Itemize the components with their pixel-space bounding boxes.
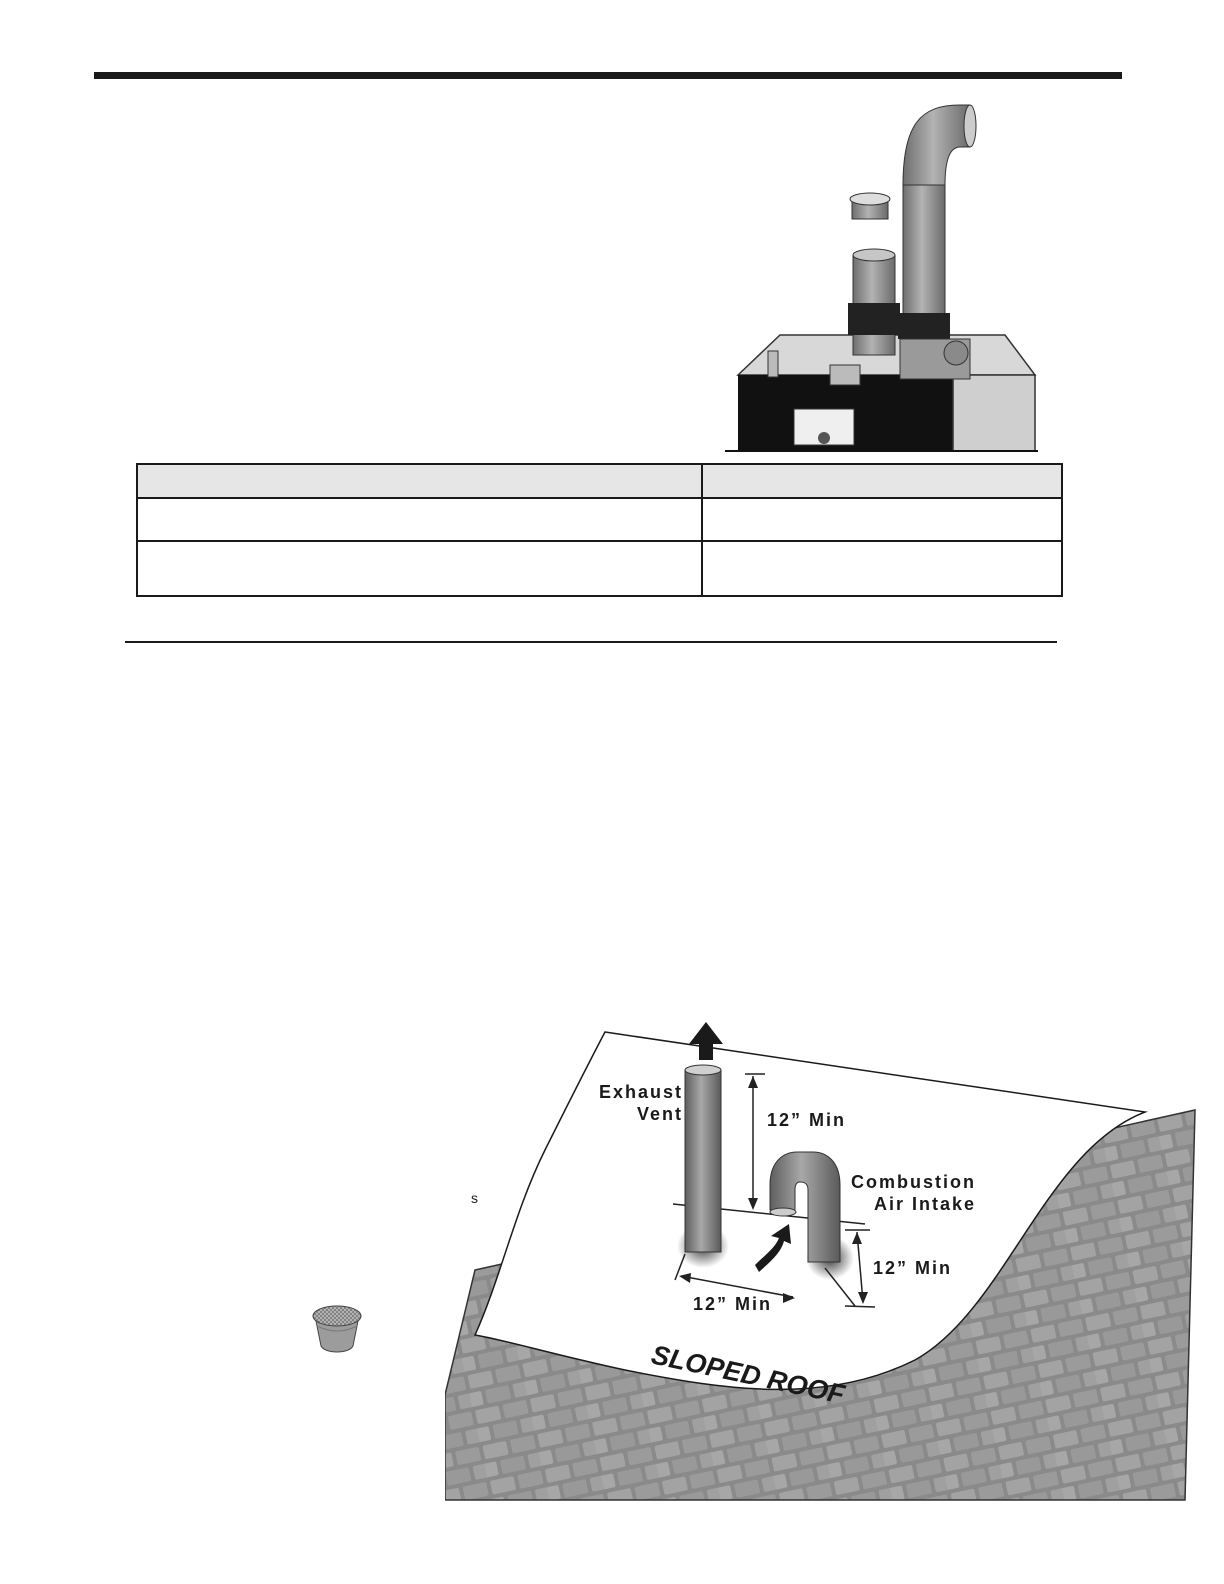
exhaust-label: Exhaust xyxy=(598,1082,683,1102)
intake-label-line2: Air Intake xyxy=(873,1194,976,1214)
table-row xyxy=(137,498,1062,541)
table-cell xyxy=(702,541,1062,596)
vertical-clearance-label: 12” Min xyxy=(767,1110,847,1130)
table-cell xyxy=(137,541,702,596)
spec-table xyxy=(136,463,1063,597)
sloped-roof-diagram xyxy=(445,1010,1205,1510)
table-row xyxy=(137,541,1062,596)
table-header-row xyxy=(137,464,1062,498)
mesh-screen-icon xyxy=(305,1300,369,1356)
boiler-vent-illustration xyxy=(720,95,1050,457)
intake-height-label: 12” Min xyxy=(873,1258,953,1278)
table-cell xyxy=(702,464,1062,498)
table-cell xyxy=(702,498,1062,541)
stray-text: s xyxy=(471,1190,478,1206)
table-cell xyxy=(137,498,702,541)
intake-label: Combustion xyxy=(851,1172,976,1192)
table-cell xyxy=(137,464,702,498)
header-rule xyxy=(94,72,1122,79)
roof-label: SLOPED ROOF xyxy=(648,1339,848,1410)
spacing-label: 12” Min xyxy=(693,1294,773,1314)
exhaust-label-line2: Vent xyxy=(636,1104,683,1124)
section-rule xyxy=(125,641,1057,643)
